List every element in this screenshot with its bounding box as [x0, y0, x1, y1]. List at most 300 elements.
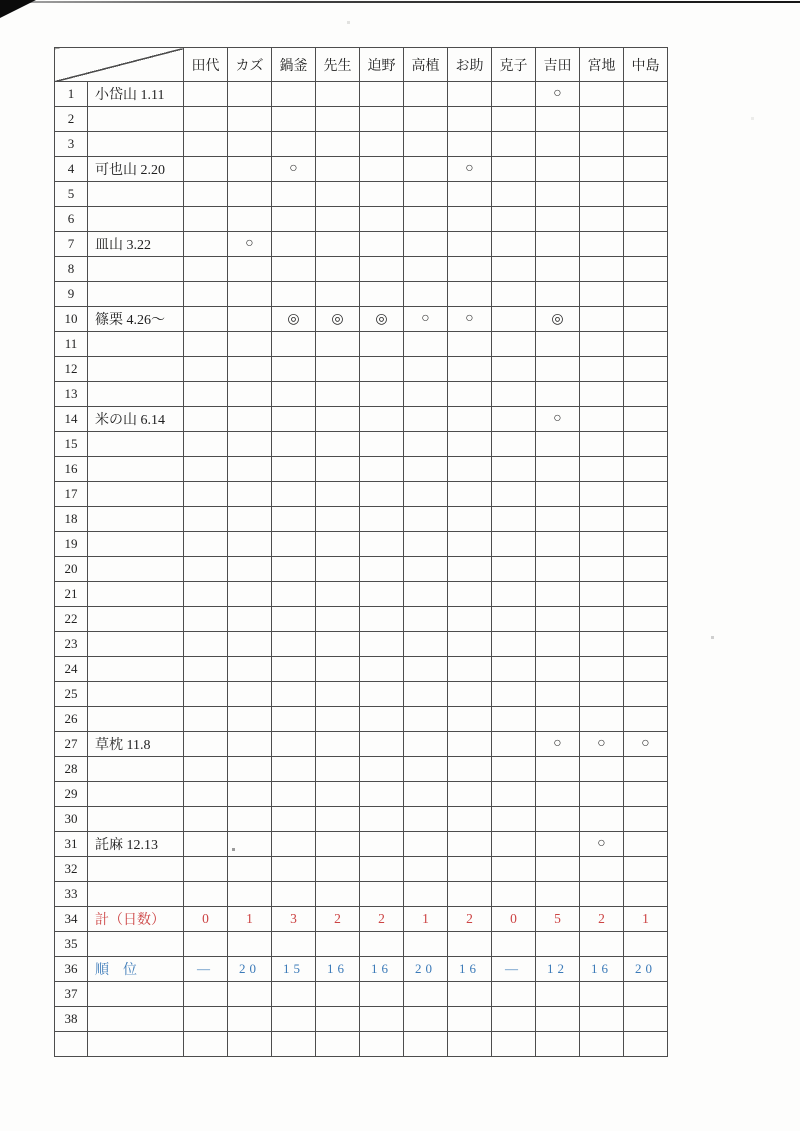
mark-cell [580, 82, 624, 107]
mark-cell [272, 1007, 316, 1032]
mark-cell [624, 82, 668, 107]
mark-cell [272, 582, 316, 607]
mark-cell [492, 707, 536, 732]
table-row [55, 307, 668, 332]
mark-cell [272, 632, 316, 657]
mark-cell [404, 482, 448, 507]
mark-cell [228, 407, 272, 432]
mark-cell [624, 482, 668, 507]
event-name [88, 357, 184, 382]
row-number: 28 [55, 757, 88, 782]
mark-cell [316, 707, 360, 732]
mark-cell [448, 207, 492, 232]
table-row [55, 832, 668, 857]
mark-cell [536, 832, 580, 857]
mark-cell [316, 532, 360, 557]
mark-cell [580, 1007, 624, 1032]
table-row [55, 282, 668, 307]
mark-cell [624, 132, 668, 157]
mark-cell [184, 232, 228, 257]
mark-cell [536, 207, 580, 232]
row-number: 24 [55, 657, 88, 682]
column-header: お助 [448, 48, 492, 82]
mark-cell [492, 482, 536, 507]
mark-cell [536, 682, 580, 707]
mark-cell [404, 607, 448, 632]
mark-cell [184, 207, 228, 232]
mark-cell: ○ [536, 82, 580, 107]
mark-cell [448, 782, 492, 807]
mark-cell [580, 432, 624, 457]
mark-cell: ○ [448, 157, 492, 182]
mark-cell [536, 157, 580, 182]
row-number: 36 [55, 957, 88, 982]
row-number: 8 [55, 257, 88, 282]
mark-cell [492, 782, 536, 807]
mark-cell [580, 207, 624, 232]
mark-cell [580, 757, 624, 782]
mark-cell [448, 932, 492, 957]
mark-cell [184, 832, 228, 857]
mark-cell [360, 807, 404, 832]
table-row [55, 507, 668, 532]
mark-cell: ○ [580, 832, 624, 857]
event-name [88, 932, 184, 957]
mark-cell [448, 407, 492, 432]
mark-cell [448, 557, 492, 582]
mark-cell [448, 382, 492, 407]
mark-cell [360, 257, 404, 282]
mark-cell: 0 [184, 907, 228, 932]
mark-cell [404, 132, 448, 157]
mark-cell [228, 882, 272, 907]
mark-cell [272, 257, 316, 282]
mark-cell [624, 807, 668, 832]
mark-cell: 20 [624, 957, 668, 982]
table-row [55, 1032, 668, 1057]
mark-cell [184, 757, 228, 782]
mark-cell [228, 82, 272, 107]
event-name [88, 857, 184, 882]
mark-cell [624, 932, 668, 957]
event-name: 草枕 11.8 [88, 732, 184, 757]
mark-cell [272, 107, 316, 132]
mark-cell [228, 332, 272, 357]
table-row [55, 182, 668, 207]
mark-cell [360, 1032, 404, 1057]
mark-cell [360, 607, 404, 632]
mark-cell [360, 707, 404, 732]
mark-cell [624, 757, 668, 782]
mark-cell [360, 982, 404, 1007]
mark-cell [580, 407, 624, 432]
mark-cell [272, 357, 316, 382]
mark-cell [404, 182, 448, 207]
mark-cell: 16 [316, 957, 360, 982]
mark-cell [360, 207, 404, 232]
mark-cell [316, 282, 360, 307]
row-number: 33 [55, 882, 88, 907]
mark-cell: 16 [448, 957, 492, 982]
row-number: 12 [55, 357, 88, 382]
mark-cell [492, 857, 536, 882]
mark-cell [492, 832, 536, 857]
mark-cell [536, 557, 580, 582]
event-name [88, 882, 184, 907]
mark-cell [624, 982, 668, 1007]
mark-cell [404, 407, 448, 432]
mark-cell [272, 557, 316, 582]
mark-cell [360, 382, 404, 407]
table-row [55, 157, 668, 182]
mark-cell [448, 857, 492, 882]
mark-cell [448, 707, 492, 732]
mark-cell [228, 757, 272, 782]
mark-cell: — [492, 957, 536, 982]
mark-cell: 2 [448, 907, 492, 932]
mark-cell [536, 932, 580, 957]
mark-cell [316, 832, 360, 857]
mark-cell [184, 157, 228, 182]
table-body [55, 82, 668, 1057]
mark-cell [404, 457, 448, 482]
table-row [55, 407, 668, 432]
event-name [88, 332, 184, 357]
mark-cell [448, 807, 492, 832]
mark-cell [492, 432, 536, 457]
mark-cell [228, 807, 272, 832]
mark-cell [624, 357, 668, 382]
mark-cell [360, 332, 404, 357]
mark-cell [448, 82, 492, 107]
mark-cell [624, 782, 668, 807]
mark-cell [272, 532, 316, 557]
column-header: 先生 [316, 48, 360, 82]
mark-cell [492, 632, 536, 657]
mark-cell [184, 182, 228, 207]
mark-cell [580, 282, 624, 307]
mark-cell: 2 [580, 907, 624, 932]
mark-cell [624, 607, 668, 632]
mark-cell [624, 832, 668, 857]
mark-cell [272, 832, 316, 857]
event-name [88, 507, 184, 532]
mark-cell [360, 507, 404, 532]
mark-cell [404, 82, 448, 107]
mark-cell [272, 482, 316, 507]
mark-cell [580, 657, 624, 682]
mark-cell [316, 1007, 360, 1032]
mark-cell [316, 457, 360, 482]
mark-cell [448, 732, 492, 757]
row-number: 37 [55, 982, 88, 1007]
event-name [88, 207, 184, 232]
mark-cell [536, 882, 580, 907]
mark-cell [404, 532, 448, 557]
mark-cell: 3 [272, 907, 316, 932]
mark-cell [228, 282, 272, 307]
mark-cell [316, 482, 360, 507]
mark-cell [228, 257, 272, 282]
mark-cell [536, 282, 580, 307]
mark-cell [404, 707, 448, 732]
table-row [55, 457, 668, 482]
row-number: 5 [55, 182, 88, 207]
mark-cell [360, 857, 404, 882]
mark-cell [404, 557, 448, 582]
mark-cell [404, 807, 448, 832]
event-name [88, 432, 184, 457]
mark-cell [536, 532, 580, 557]
mark-cell [184, 257, 228, 282]
mark-cell [316, 432, 360, 457]
mark-cell [580, 707, 624, 732]
mark-cell [360, 107, 404, 132]
mark-cell [492, 732, 536, 757]
table-row [55, 757, 668, 782]
mark-cell [360, 682, 404, 707]
mark-cell [228, 982, 272, 1007]
mark-cell: 12 [536, 957, 580, 982]
mark-cell [184, 607, 228, 632]
mark-cell [492, 507, 536, 532]
column-header: 鍋釜 [272, 48, 316, 82]
row-number: 27 [55, 732, 88, 757]
mark-cell [316, 757, 360, 782]
mark-cell [536, 107, 580, 132]
mark-cell [360, 757, 404, 782]
mark-cell [580, 882, 624, 907]
mark-cell [184, 457, 228, 482]
mark-cell [316, 407, 360, 432]
mark-cell [448, 1032, 492, 1057]
mark-cell [272, 607, 316, 632]
mark-cell [624, 1032, 668, 1057]
mark-cell [360, 832, 404, 857]
mark-cell [228, 132, 272, 157]
mark-cell [184, 632, 228, 657]
mark-cell [536, 782, 580, 807]
mark-cell [272, 232, 316, 257]
mark-cell [404, 382, 448, 407]
mark-cell [316, 857, 360, 882]
row-number: 32 [55, 857, 88, 882]
mark-cell [448, 357, 492, 382]
mark-cell: ○ [404, 307, 448, 332]
mark-cell [448, 1007, 492, 1032]
table-row [55, 232, 668, 257]
mark-cell [316, 507, 360, 532]
mark-cell [272, 1032, 316, 1057]
mark-cell [404, 982, 448, 1007]
mark-cell [492, 232, 536, 257]
mark-cell [536, 582, 580, 607]
mark-cell [316, 382, 360, 407]
mark-cell [404, 582, 448, 607]
mark-cell [448, 432, 492, 457]
mark-cell [316, 257, 360, 282]
mark-cell [228, 107, 272, 132]
mark-cell [492, 982, 536, 1007]
row-number: 15 [55, 432, 88, 457]
mark-cell: 20 [228, 957, 272, 982]
mark-cell: 0 [492, 907, 536, 932]
mark-cell: 16 [360, 957, 404, 982]
event-name [88, 707, 184, 732]
table-row [55, 607, 668, 632]
row-number: 19 [55, 532, 88, 557]
mark-cell [316, 782, 360, 807]
mark-cell [580, 632, 624, 657]
mark-cell [184, 382, 228, 407]
mark-cell [184, 482, 228, 507]
mark-cell [272, 732, 316, 757]
mark-cell [624, 582, 668, 607]
mark-cell [316, 882, 360, 907]
mark-cell [624, 682, 668, 707]
mark-cell [580, 857, 624, 882]
mark-cell [184, 132, 228, 157]
row-number: 35 [55, 932, 88, 957]
table-row [55, 132, 668, 157]
row-number: 18 [55, 507, 88, 532]
mark-cell [536, 807, 580, 832]
table-row [55, 707, 668, 732]
mark-cell [492, 307, 536, 332]
event-name [88, 282, 184, 307]
mark-cell [536, 457, 580, 482]
mark-cell [580, 457, 624, 482]
mark-cell [316, 682, 360, 707]
mark-cell [580, 257, 624, 282]
mark-cell [448, 682, 492, 707]
mark-cell [316, 657, 360, 682]
mark-cell [536, 707, 580, 732]
mark-cell [624, 257, 668, 282]
table-row [55, 557, 668, 582]
column-header: 田代 [184, 48, 228, 82]
mark-cell [228, 307, 272, 332]
table-row [55, 857, 668, 882]
row-number: 31 [55, 832, 88, 857]
event-name: 米の山 6.14 [88, 407, 184, 432]
mark-cell [492, 357, 536, 382]
mark-cell [448, 132, 492, 157]
event-name [88, 382, 184, 407]
row-number: 23 [55, 632, 88, 657]
mark-cell [448, 832, 492, 857]
mark-cell [360, 632, 404, 657]
event-name [88, 532, 184, 557]
table-row [55, 1007, 668, 1032]
mark-cell [536, 332, 580, 357]
row-number: 16 [55, 457, 88, 482]
event-name [88, 807, 184, 832]
table-row [55, 82, 668, 107]
mark-cell [492, 132, 536, 157]
mark-cell [404, 757, 448, 782]
table-row [55, 257, 668, 282]
mark-cell [404, 632, 448, 657]
mark-cell [448, 982, 492, 1007]
row-number [55, 1032, 88, 1057]
row-number: 29 [55, 782, 88, 807]
mark-cell [272, 657, 316, 682]
record-table [54, 47, 668, 1057]
mark-cell [404, 432, 448, 457]
mark-cell: 20 [404, 957, 448, 982]
mark-cell [492, 657, 536, 682]
event-name [88, 582, 184, 607]
mark-cell [184, 432, 228, 457]
mark-cell: ○ [272, 157, 316, 182]
mark-cell [492, 82, 536, 107]
mark-cell: 1 [228, 907, 272, 932]
mark-cell [580, 132, 624, 157]
table-row [55, 957, 668, 982]
mark-cell [228, 357, 272, 382]
mark-cell [272, 757, 316, 782]
mark-cell [184, 332, 228, 357]
mark-cell [228, 582, 272, 607]
mark-cell [316, 732, 360, 757]
mark-cell [448, 582, 492, 607]
mark-cell [272, 382, 316, 407]
row-number: 3 [55, 132, 88, 157]
mark-cell [184, 1032, 228, 1057]
mark-cell [272, 932, 316, 957]
mark-cell [228, 832, 272, 857]
mark-cell [360, 182, 404, 207]
mark-cell [316, 1032, 360, 1057]
mark-cell [404, 282, 448, 307]
row-number: 20 [55, 557, 88, 582]
table-row [55, 382, 668, 407]
column-header: 宮地 [580, 48, 624, 82]
mark-cell [316, 807, 360, 832]
mark-cell: ○ [580, 732, 624, 757]
mark-cell [316, 157, 360, 182]
event-name [88, 782, 184, 807]
event-name [88, 657, 184, 682]
mark-cell [448, 532, 492, 557]
mark-cell [272, 332, 316, 357]
event-name [88, 682, 184, 707]
table-row [55, 582, 668, 607]
mark-cell: 2 [316, 907, 360, 932]
mark-cell [492, 207, 536, 232]
event-name [88, 1007, 184, 1032]
row-number: 14 [55, 407, 88, 432]
table-row [55, 432, 668, 457]
mark-cell [360, 282, 404, 307]
table-row [55, 632, 668, 657]
mark-cell [316, 982, 360, 1007]
event-name [88, 757, 184, 782]
mark-cell [184, 357, 228, 382]
mark-cell [624, 107, 668, 132]
mark-cell [184, 557, 228, 582]
mark-cell [404, 207, 448, 232]
mark-cell [316, 182, 360, 207]
mark-cell [184, 857, 228, 882]
table-row [55, 332, 668, 357]
mark-cell [536, 182, 580, 207]
mark-cell [228, 482, 272, 507]
mark-cell [184, 707, 228, 732]
mark-cell [536, 607, 580, 632]
mark-cell [492, 582, 536, 607]
